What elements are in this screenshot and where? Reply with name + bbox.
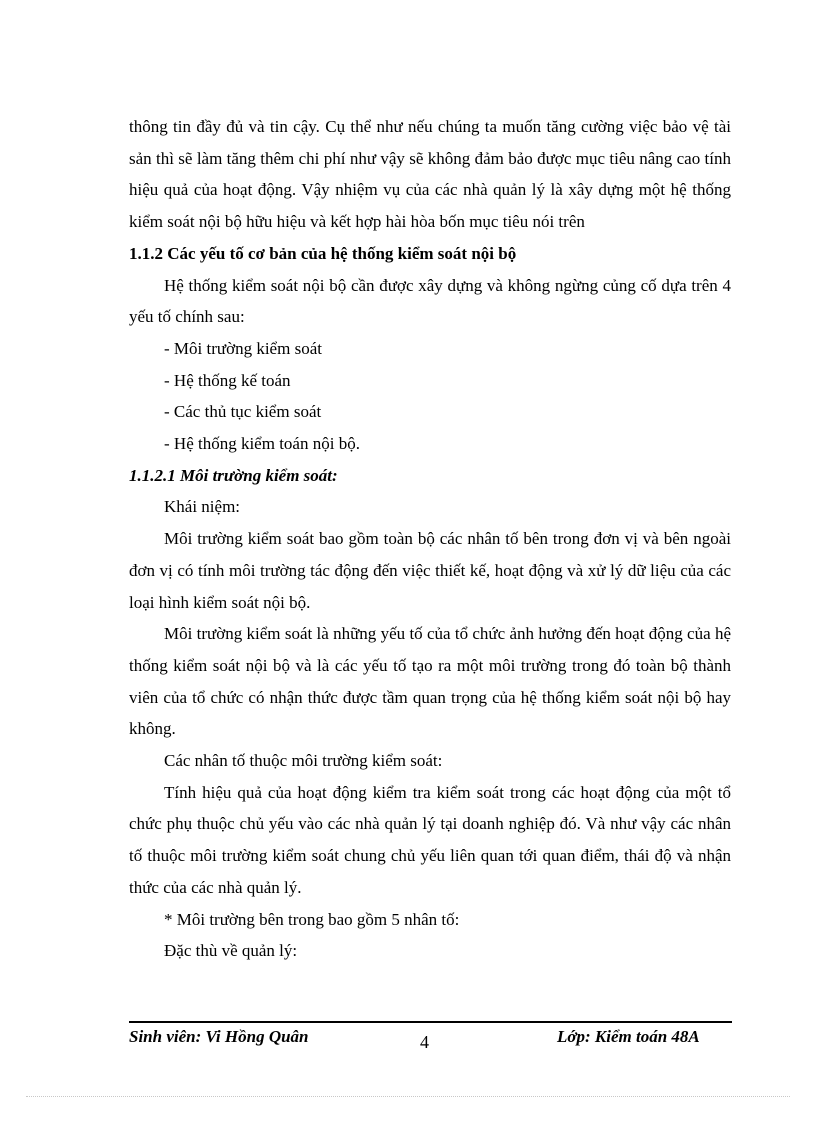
page-number: 4 [420, 1032, 429, 1052]
paragraph-role: Môi trường kiểm soát là những yếu tố của tổ chức ảnh hưởng đến hoạt động của hệ thống kiểm soát nội bộ và là các yếu tố tạo ra một môi trường trong đó toàn bộ thành viên của tổ chức có nhận thức được tầm quan trọng của hệ thống kiểm soát nội bộ hay không. [129, 624, 731, 739]
list-item: - Hệ thống kiểm toán nội bộ. [164, 434, 360, 454]
paragraph-definition: Môi trường kiểm soát bao gồm toàn bộ các nhân tố bên trong đơn vị và bên ngoài đơn vị có tính môi trường tác động đến việc thiết kế, hoạt động và xử lý dữ liệu của các loại hình kiểm soát nội bộ. [129, 529, 731, 612]
section-heading-1-1-2: 1.1.2 Các yếu tố cơ bản của hệ thống kiểm soát nội bộ [129, 243, 517, 263]
footer-student: Sinh viên: Vi Hồng Quân [129, 1027, 309, 1046]
footer-divider [129, 1021, 732, 1023]
paragraph-effectiveness: Tính hiệu quả của hoạt động kiểm tra kiểm soát trong các hoạt động của một tổ chức phụ thuộc chủ yếu vào các nhà quản lý tại doanh nghiệp đó. Và như vậy các nhân tố thuộc môi trường kiểm soát chung chủ yếu liên quan tới quan điểm, thái độ và nhận thức của các nhà quản lý. [129, 782, 731, 897]
section-heading-1-1-2-1: 1.1.2.1 Môi trường kiểm soát: [129, 465, 338, 485]
list-item: - Môi trường kiểm soát [164, 338, 322, 358]
management-label: Đặc thù về quản lý: [164, 941, 298, 961]
document-body [129, 111, 731, 967]
factors-label: Các nhân tố thuộc môi trường kiểm soát: [164, 751, 443, 771]
list-item: - Hệ thống kế toán [164, 370, 291, 390]
internal-environment-label: * Môi trường bên trong bao gồm 5 nhân tố: [164, 909, 460, 929]
paragraph-factors-overview: Hệ thống kiểm soát nội bộ cần được xây dựng và không ngừng củng cố dựa trên 4 yếu tố chính sau: [129, 275, 731, 327]
footer-class: Lớp: Kiểm toán 48A [557, 1027, 700, 1046]
list-item: - Các thủ tục kiểm soát [164, 402, 322, 422]
page-edge-divider [26, 1096, 790, 1097]
paragraph-intro: thông tin đầy đủ và tin cậy. Cụ thể như nếu chúng ta muốn tăng cường việc bảo vệ tài sản thì sẽ làm tăng thêm chi phí như vậy sẽ không đảm bảo được mục tiêu nâng cao tính hiệu quả của hoạt động. Vậy nhiệm vụ của các nhà quản lý là xây dựng một hệ thống kiểm soát nội bộ hữu hiệu và kết hợp hài hòa bốn mục tiêu nói trên [129, 117, 731, 232]
concept-label: Khái niệm: [164, 497, 241, 517]
